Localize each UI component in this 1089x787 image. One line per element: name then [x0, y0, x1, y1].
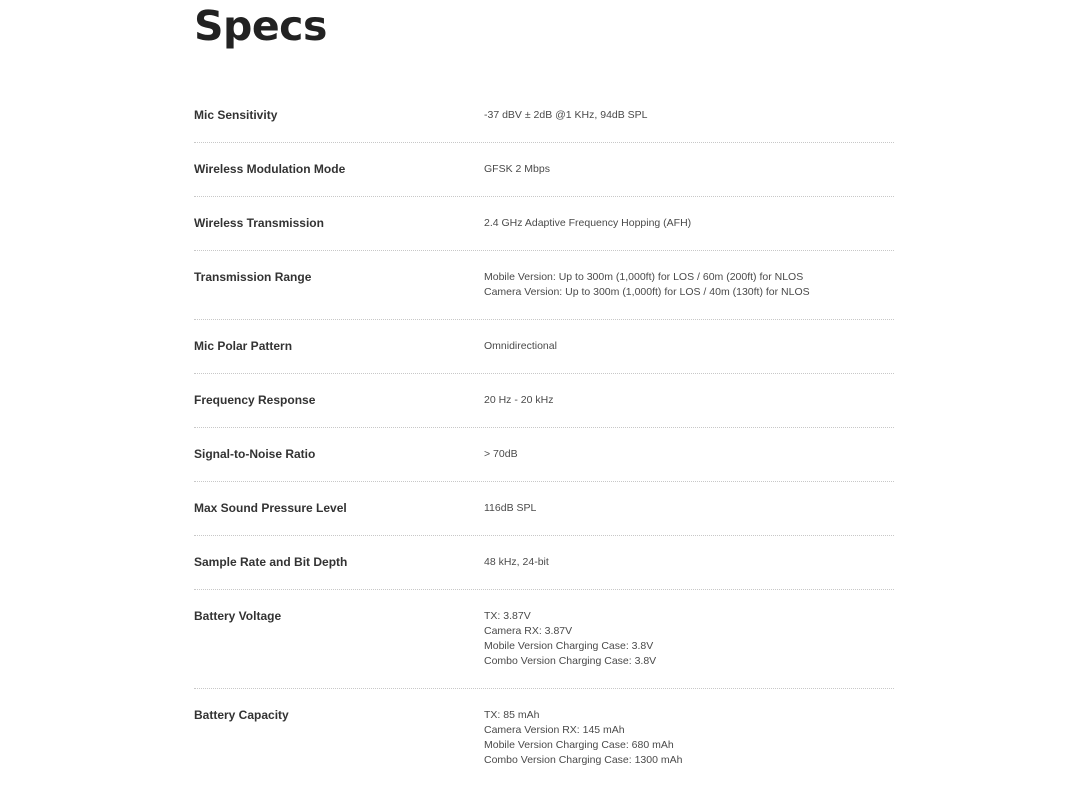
spec-row-battery-capacity	[194, 689, 894, 787]
spec-values	[484, 162, 894, 177]
spec-row-sample-rate-bit-depth	[194, 536, 894, 590]
spec-value: Combo Version Charging Case: 3.8V	[484, 655, 657, 667]
spec-value: TX: 85 mAh	[484, 709, 540, 721]
specs-section	[194, 0, 894, 766]
spec-label: Max Sound Pressure Level	[194, 501, 347, 515]
spec-row-mic-sensitivity	[194, 89, 894, 143]
spec-values	[484, 216, 894, 231]
spec-label: Wireless Transmission	[194, 216, 324, 230]
spec-value: Omnidirectional	[484, 340, 557, 352]
spec-row-battery-voltage	[194, 590, 894, 689]
spec-value: Camera Version RX: 145 mAh	[484, 724, 625, 736]
spec-value: 48 kHz, 24-bit	[484, 556, 549, 568]
spec-values	[484, 270, 894, 300]
spec-label: Wireless Modulation Mode	[194, 162, 346, 176]
spec-label: Frequency Response	[194, 393, 316, 407]
spec-label: Transmission Range	[194, 270, 312, 284]
spec-value: Camera Version: Up to 300m (1,000ft) for LOS / 40m (130ft) for NLOS	[484, 286, 810, 298]
spec-row-transmission-range	[194, 251, 894, 320]
spec-values	[484, 108, 894, 123]
spec-value: Mobile Version: Up to 300m (1,000ft) for LOS / 60m (200ft) for NLOS	[484, 271, 804, 283]
spec-row-signal-to-noise-ratio	[194, 428, 894, 482]
spec-value: 116dB SPL	[484, 502, 537, 514]
page-title: Specs	[194, 2, 327, 50]
spec-label: Sample Rate and Bit Depth	[194, 555, 348, 569]
spec-values	[484, 393, 894, 408]
spec-label: Signal-to-Noise Ratio	[194, 447, 316, 461]
spec-row-mic-polar-pattern	[194, 320, 894, 374]
spec-value: GFSK 2 Mbps	[484, 163, 550, 175]
spec-value: TX: 3.87V	[484, 610, 531, 622]
spec-list	[194, 89, 894, 787]
spec-value: 20 Hz - 20 kHz	[484, 394, 554, 406]
spec-value: -37 dBV ± 2dB @1 KHz, 94dB SPL	[484, 109, 648, 121]
spec-values	[484, 339, 894, 354]
spec-values	[484, 447, 894, 462]
spec-label: Mic Sensitivity	[194, 108, 278, 122]
spec-label: Battery Capacity	[194, 708, 289, 722]
spec-row-wireless-transmission	[194, 197, 894, 251]
spec-values	[484, 501, 894, 516]
spec-row-wireless-modulation-mode	[194, 143, 894, 197]
spec-value: Camera RX: 3.87V	[484, 625, 573, 637]
spec-value: > 70dB	[484, 448, 518, 460]
spec-label: Battery Voltage	[194, 609, 282, 623]
spec-value: Combo Version Charging Case: 1300 mAh	[484, 754, 683, 766]
spec-row-frequency-response	[194, 374, 894, 428]
spec-values	[484, 708, 894, 768]
spec-values	[484, 609, 894, 669]
spec-value: 2.4 GHz Adaptive Frequency Hopping (AFH)	[484, 217, 692, 229]
spec-value: Mobile Version Charging Case: 3.8V	[484, 640, 654, 652]
spec-label: Mic Polar Pattern	[194, 339, 293, 353]
spec-values	[484, 555, 894, 570]
spec-value: Mobile Version Charging Case: 680 mAh	[484, 739, 674, 751]
spec-row-max-sound-pressure-level	[194, 482, 894, 536]
